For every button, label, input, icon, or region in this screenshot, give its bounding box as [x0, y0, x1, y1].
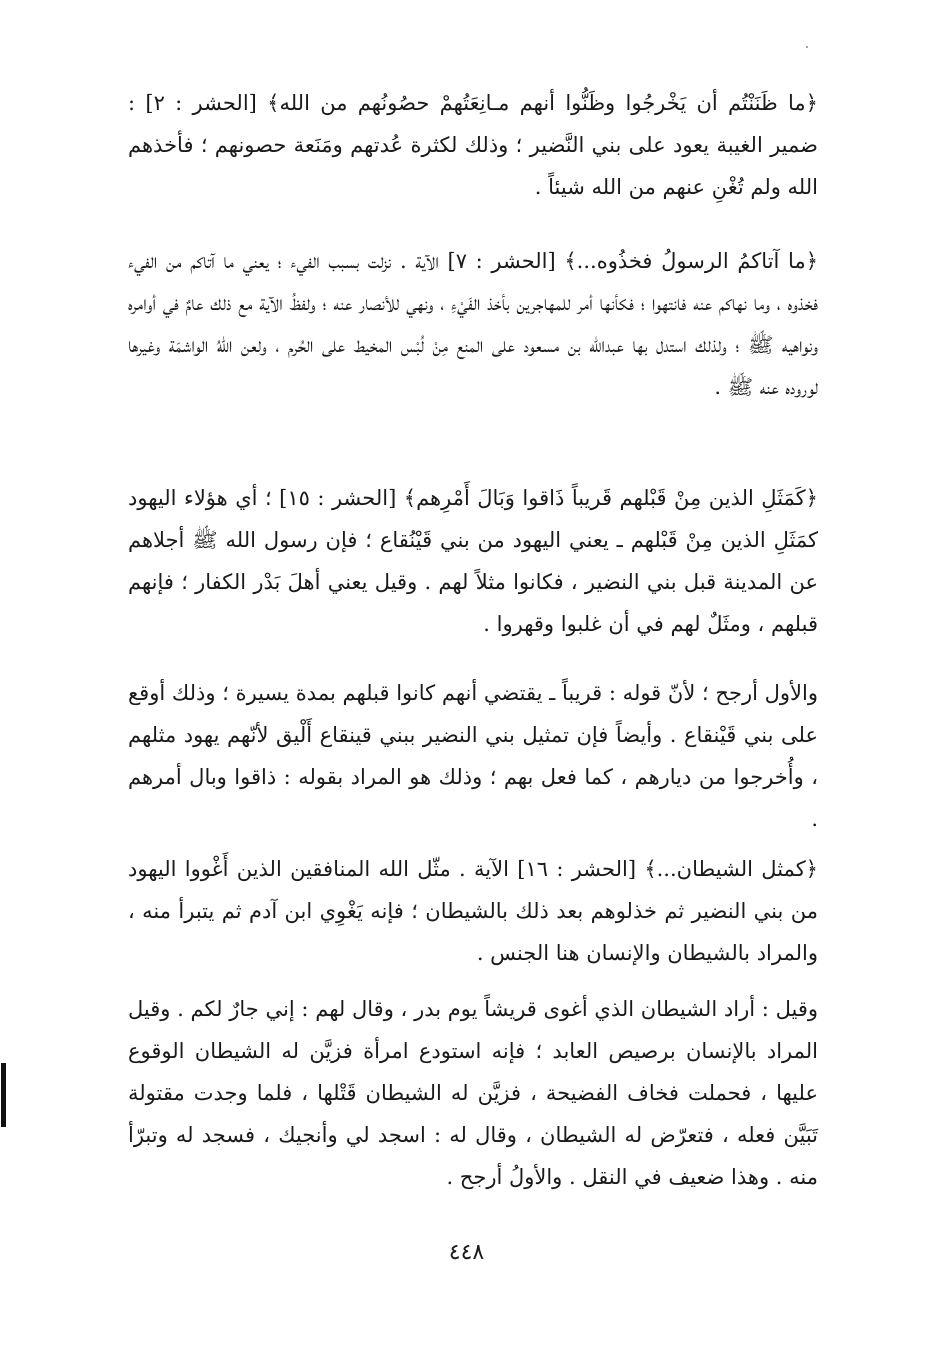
paragraph-5-text: ﴿كمثل الشيطان...﴾ [الحشر : ١٦] الآية . مثّل الله المنافقين الذين أَغْووا اليهود من بني النضير ثم خذلوهم بعد ذلك بالشيطان ؛ فإنه يَغْوِي ابن آدم ثم يتبرأ منه ، والمراد بالشيطان والإنسان هنا الجنس .: [128, 857, 818, 965]
paragraph-3: [128, 477, 818, 645]
paragraph-4-text: والأول أرجح ؛ لأنّ قوله : قريباً ـ يقتضي أنهم كانوا قبلهم بمدة يسيرة ؛ وذلك أوقع على بني قَيْنقاع . وأيضاً فإن تمثيل بني النضير ببني قينقاع أَلْيق لأنّهم يهود مثلهم ، وأُخرجوا من ديارهم ، كما فعل بهم ؛ وذلك هو المراد بقوله : ذاقوا وبال أمرهم .: [128, 681, 818, 831]
paragraph-6: [128, 988, 818, 1198]
scan-speck: [806, 46, 808, 48]
page-number: ٤٤٨: [448, 1240, 485, 1265]
paragraph-1-text: ﴿ما ظَنَنْتُم أن يَخْرجُوا وظَنُّوا أنهم مـانِعَتُهمْ حصُونُهم من الله﴾ [الحشر : ٢] : ضمير الغيبة يعود على بني النَّضير ؛ وذلك لكثرة عُدتهم ومَنَعة حصونهم ؛ فأخذهم الله ولم تُغْنِ عنهم من الله شيئاً .: [128, 91, 818, 199]
paragraph-2: [128, 240, 818, 408]
scan-edge-mark: [1, 1063, 6, 1127]
paragraph-6-text: وقيل : أراد الشيطان الذي أغوى قريشاً يوم بدر ، وقال لهم : إني جارٌ لكم . وقيل المراد بالإنسان برصيص العابد ؛ فإنه استودع امرأة فزيَّن له الشيطان الوقوع عليها ، فحملت فخاف الفضيحة ، فزيَّن له الشيطان قَتْلها ، فلما وجدت مقتولة تَبَيَّن فعله ، فتعرّض له الشيطان ، وقال له : اسجد لي وأنجيك ، فسجد له وتبرّأ منه . وهذا ضعيف في النقل . والأولُ أرجح .: [128, 997, 818, 1189]
paragraph-5: [128, 848, 818, 974]
paragraph-2-text: ﴿ما آتاكمُ الرسولُ فخذُوه...﴾ [الحشر : ٧] الآية . نزلت بسبب الفيء ؛ يعني ما آتاكم من الفيء فخذوه ، وما نهاكم عنه فانتهوا ؛ فكأنها أمر للمهاجرين بأخذ الفَيْءِ ، ونهي للأنصار عنه ؛ ولفظُ الآية مع ذلك عامٌ في أوامره ونواهيه ﷺ ؛ ولذلك استدل بها عبدالله بن مسعود على المنع مِنْ لُبْس المخيط على الحُرم ، ولعن اللهُ الواشمَة وغيرها لوروده عنه ﷺ .: [128, 249, 819, 399]
paragraph-1: [128, 82, 818, 208]
paragraph-4: [128, 672, 818, 840]
paragraph-3-text: ﴿كَمَثَلِ الذين مِنْ قَبْلهم قَريباً ذَاقوا وَبَالَ أَمْرِهم﴾ [الحشر : ١٥] ؛ أي هؤلاء اليهود كمَثَلِ الذين مِنْ قَبْلهم ـ يعني اليهود من بني قَيْنُقاع ؛ فإن رسول الله ﷺ أجلاهم عن المدينة قبل بني النضير ، فكانوا مثلاً لهم . وقيل يعني أهلَ بَدْر الكفار ؛ فإنهم قبلهم ، ومثَلٌ لهم في أن غلبوا وقهروا .: [128, 486, 819, 636]
